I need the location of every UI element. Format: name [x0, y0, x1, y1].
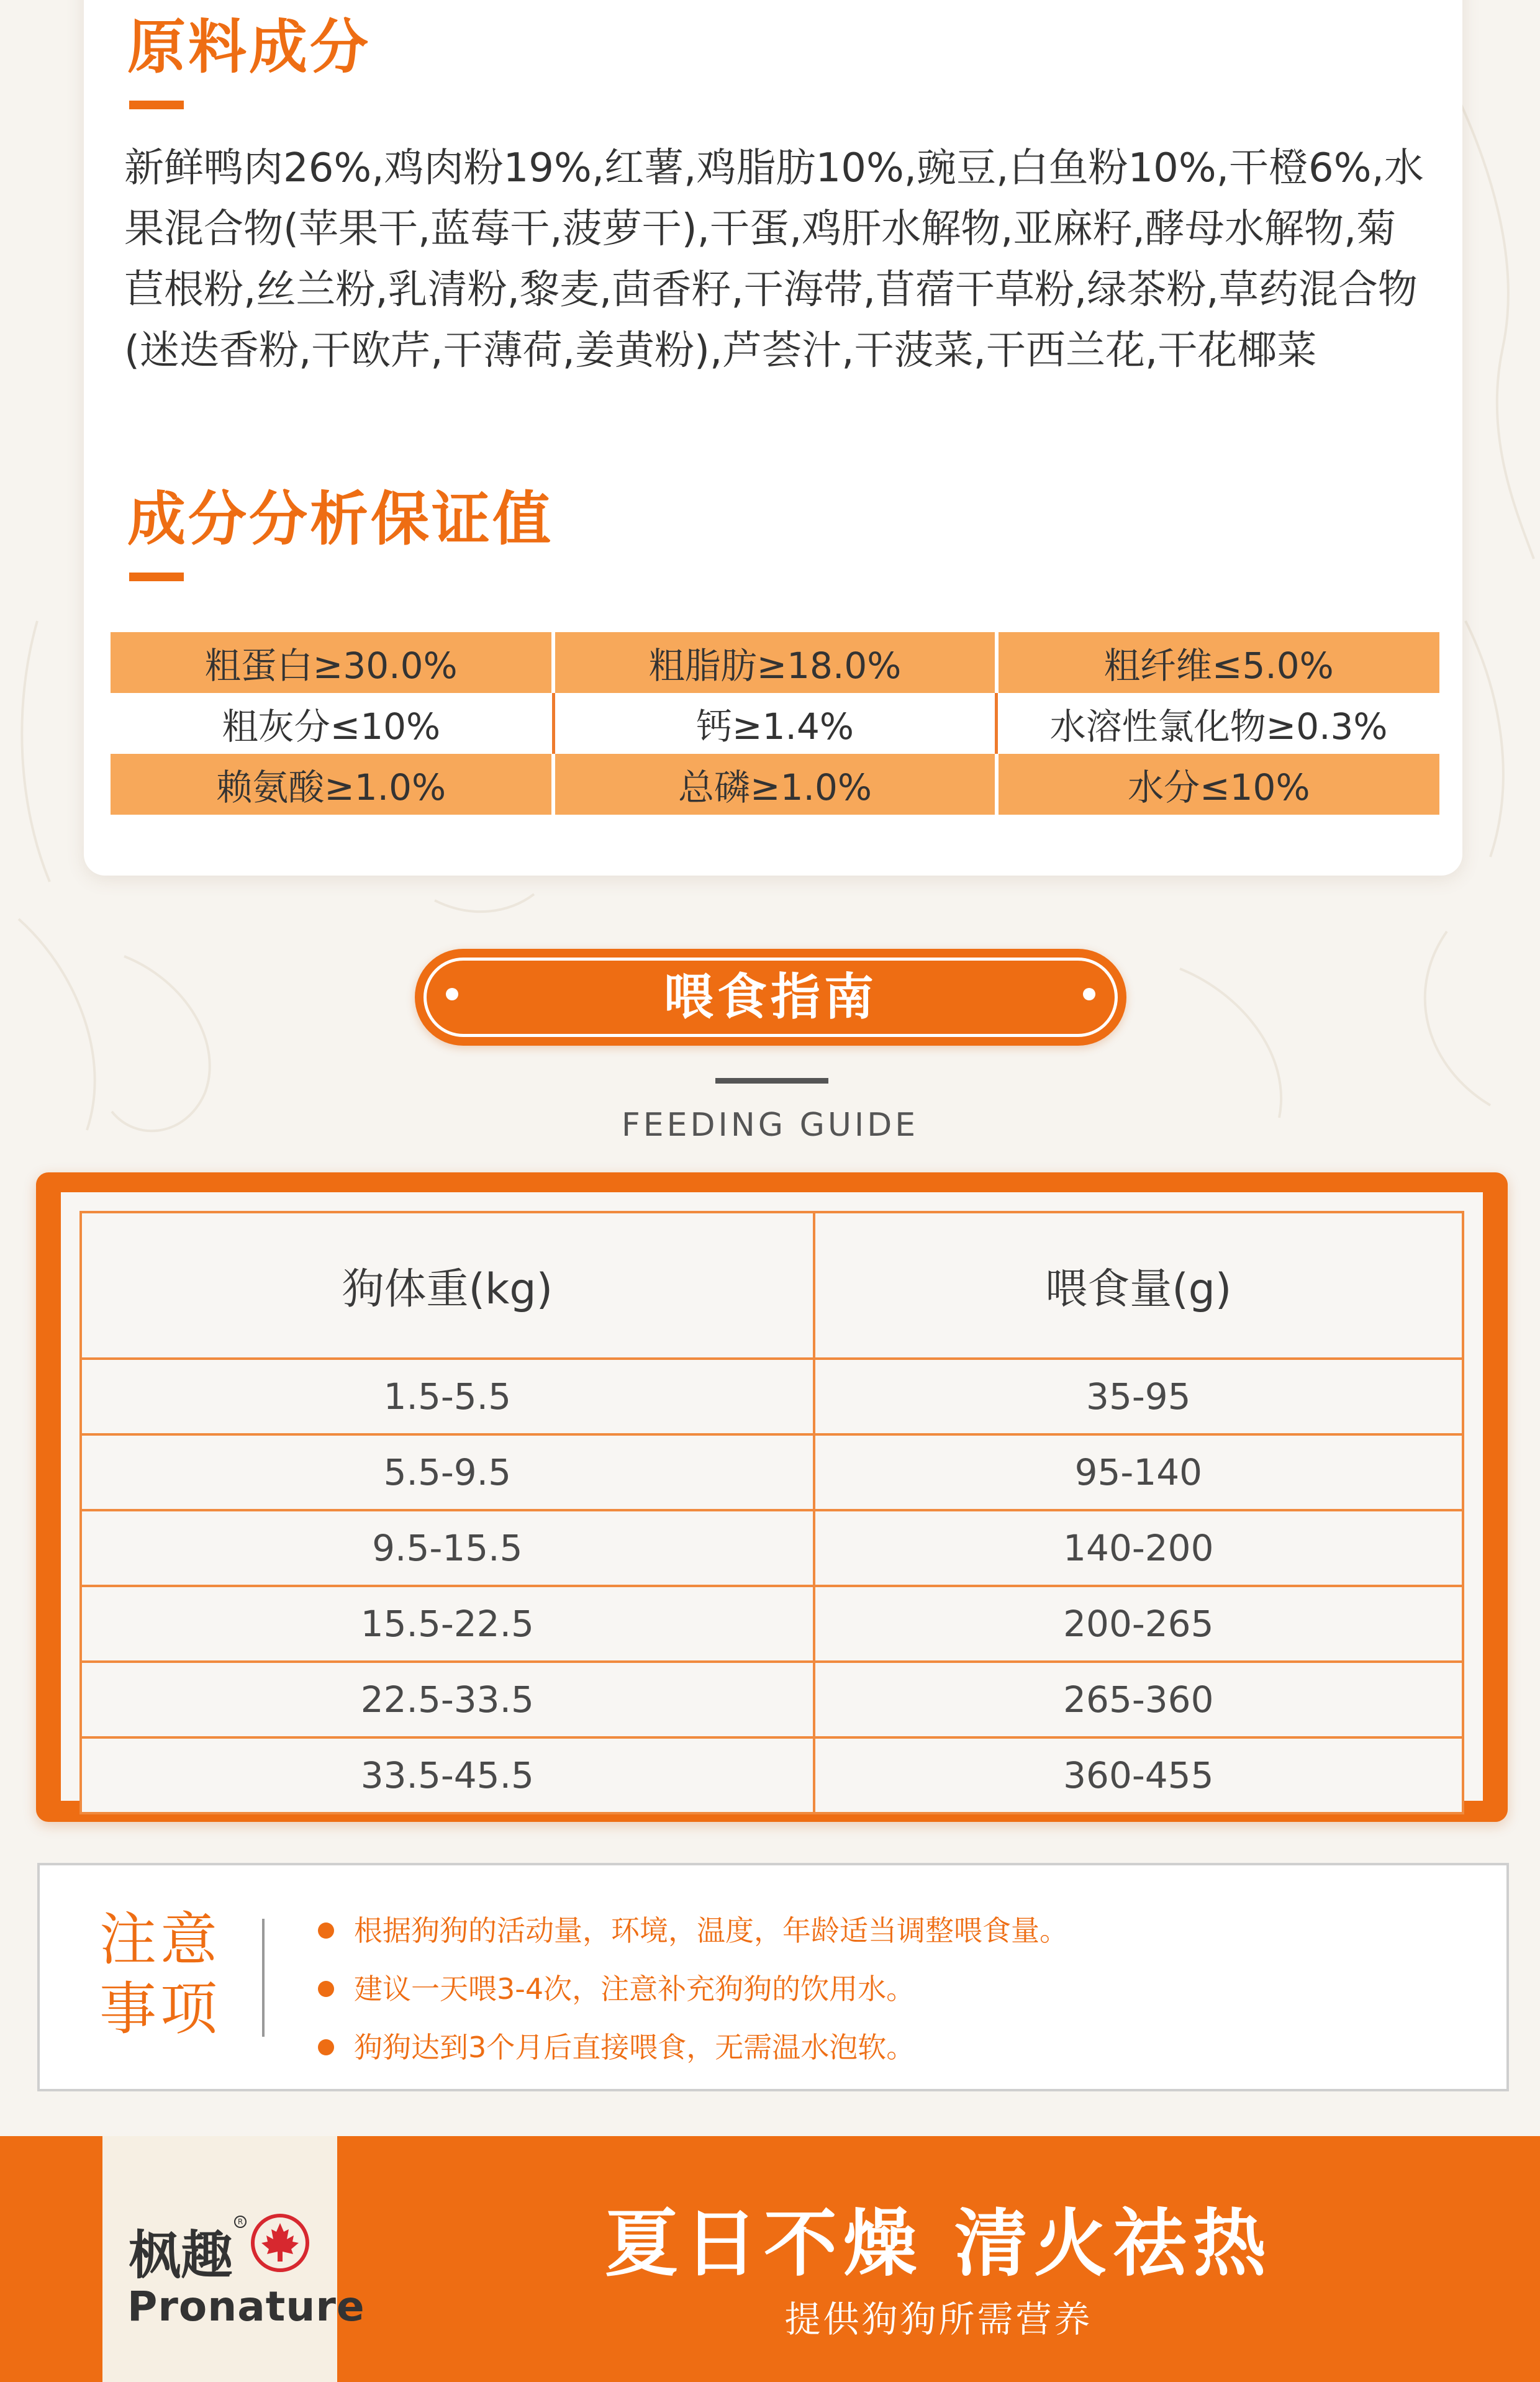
- analysis-cell: 总磷≥1.0%: [553, 754, 996, 815]
- list-item: [318, 1901, 1068, 1960]
- amount-cell: 265-360: [814, 1662, 1463, 1737]
- analysis-row: [111, 632, 1439, 693]
- weight-cell: 22.5-33.5: [81, 1662, 814, 1737]
- brand-logo: [102, 2136, 365, 2382]
- ingredients-text: 新鲜鸭肉26%,鸡肉粉19%,红薯,鸡脂肪10%,豌豆,白鱼粉10%,干橙6%,水果混合物(苹果干,蓝莓干,菠萝干),干蛋,鸡肝水解物,亚麻籽,酵母水解物,菊苣根粉,丝兰粉,乳清粉,黎麦,茴香籽,干海带,苜蓿干草粉,绿茶粉,草药混合物(迷迭香粉,干欧芹,干薄荷,姜黄粉),芦荟汁,干菠菜,干西兰花,干花椰菜: [124, 145, 1424, 374]
- banner-subtitle: 提供狗狗所需营养: [784, 2298, 1093, 2340]
- weight-cell: 9.5-15.5: [81, 1510, 814, 1586]
- table-row: [81, 1737, 1463, 1813]
- bullet-dot-icon: [318, 2039, 334, 2055]
- analysis-cell: 水溶性氯化物≥0.3%: [997, 693, 1439, 754]
- notes-box: [37, 1863, 1509, 2091]
- promo-banner: [0, 2136, 1540, 2382]
- ingredients-title-underline: [129, 101, 184, 109]
- registered-mark-icon: R: [234, 2216, 247, 2228]
- notes-title-line: 注意: [99, 1906, 222, 1973]
- note-text: 狗狗达到3个月后直接喂食，无需温水泡软。: [354, 2031, 915, 2064]
- feeding-guide-title: 喂食指南: [664, 968, 877, 1026]
- note-text: 根据狗狗的活动量，环境，温度，年龄适当调整喂食量。: [354, 1914, 1068, 1947]
- analysis-row: [111, 754, 1439, 815]
- weight-cell: 5.5-9.5: [81, 1434, 814, 1510]
- analysis-cell: 水分≤10%: [997, 754, 1439, 815]
- weight-cell: 1.5-5.5: [81, 1359, 814, 1434]
- analysis-title-underline: [129, 573, 184, 581]
- brand-name-en: Pronature: [127, 2283, 365, 2330]
- table-row: [81, 1586, 1463, 1662]
- analysis-table: [111, 632, 1439, 815]
- weight-cell: 33.5-45.5: [81, 1737, 814, 1813]
- amount-cell: 95-140: [814, 1434, 1463, 1510]
- feeding-table-header: [81, 1212, 1463, 1359]
- analysis-cell: 钙≥1.4%: [553, 693, 996, 754]
- table-row: [81, 1662, 1463, 1737]
- list-item: [318, 2018, 1068, 2076]
- weight-cell: 15.5-22.5: [81, 1586, 814, 1662]
- amount-cell: 35-95: [814, 1359, 1463, 1434]
- analysis-cell: 粗脂肪≥18.0%: [553, 632, 996, 693]
- maple-leaf-icon: [249, 2212, 311, 2274]
- analysis-cell: 粗蛋白≥30.0%: [111, 632, 553, 693]
- feeding-guide-pill: [415, 949, 1126, 1046]
- feeding-guide-subtitle: FEEDING GUIDE: [621, 1107, 919, 1144]
- amount-cell: 200-265: [814, 1586, 1463, 1662]
- amount-cell: 360-455: [814, 1737, 1463, 1813]
- notes-title: [99, 1905, 224, 2044]
- analysis-row: [111, 693, 1439, 754]
- bullet-dot-icon: [318, 1922, 334, 1939]
- list-item: [318, 1960, 1068, 2018]
- table-row: [81, 1434, 1463, 1510]
- banner-title: 夏日不燥 清火祛热: [604, 2201, 1273, 2286]
- table-row: [81, 1359, 1463, 1434]
- analysis-title: 成分分析保证值: [127, 486, 554, 553]
- note-text: 建议一天喂3-4次，注意补充狗狗的饮用水。: [354, 1972, 915, 2006]
- analysis-cell: 粗纤维≤5.0%: [997, 632, 1439, 693]
- analysis-cell: 赖氨酸≥1.0%: [111, 754, 553, 815]
- brand-name-cn: 枫趣: [129, 2224, 233, 2286]
- notes-divider: [262, 1919, 265, 2037]
- bullet-dot-icon: [318, 1981, 334, 1997]
- feeding-table-panel: [61, 1192, 1483, 1801]
- feeding-guide-divider: [715, 1078, 828, 1084]
- feeding-table: [79, 1211, 1464, 1814]
- header-amount: 喂食量(g): [814, 1212, 1463, 1359]
- notes-title-line: 事项: [99, 1976, 222, 2042]
- amount-cell: 140-200: [814, 1510, 1463, 1586]
- feeding-table-frame: [36, 1172, 1508, 1822]
- notes-list: [318, 1901, 1068, 2076]
- ingredients-title: 原料成分: [127, 14, 371, 81]
- analysis-cell: 粗灰分≤10%: [111, 693, 553, 754]
- header-weight: 狗体重(kg): [81, 1212, 814, 1359]
- table-row: [81, 1510, 1463, 1586]
